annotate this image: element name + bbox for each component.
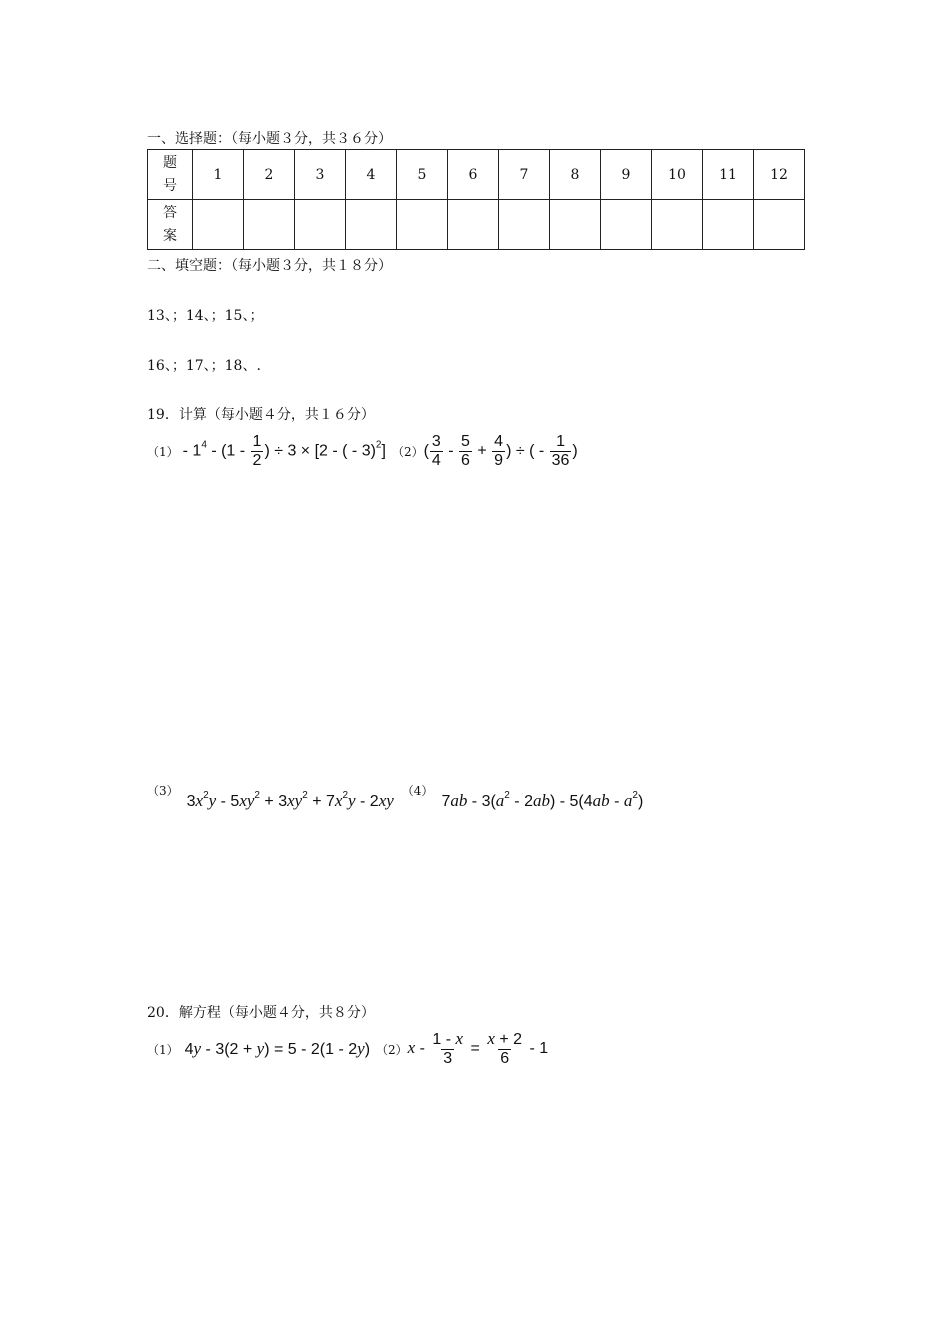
question-number-cell: 9 [601,150,652,200]
problem-19-3-4 [147,782,643,816]
table-row-answers [148,200,805,250]
section-3-heading: 19．计算（每小题４分，共１６分） [147,407,375,423]
row-header-char: 号 [163,177,177,194]
answer-cell[interactable] [754,200,805,250]
problem-20 [147,1024,548,1074]
question-number-cell: 12 [754,150,805,200]
question-number-cell: 1 [193,150,244,200]
row-header-char: 题 [163,154,177,171]
question-number-cell: 4 [346,150,397,200]
answer-cell[interactable] [193,200,244,250]
problem-label: （1） [147,1042,179,1057]
answer-cell[interactable] [295,200,346,250]
answer-cell[interactable] [244,200,295,250]
answer-cell[interactable] [397,200,448,250]
problem-19-1 [147,426,578,476]
equation-20-1: 4y - 3(2 + y) = 5 - 2(1 - 2y) [184,1039,371,1058]
question-number-cell: 7 [499,150,550,200]
question-number-cell: 3 [295,150,346,200]
question-number-cell: 6 [448,150,499,200]
question-number-cell: 5 [397,150,448,200]
answer-table [147,149,805,250]
expression-19-2: ( $\frac{3}{4}$ - $\frac{5}{6}$ + $\frac{4}{9}$ ) ÷ ( - $\frac{1}{36}$ ) [423,432,578,469]
expression-19-4: $7ab - 3(a^2 - 2ab) - 5(4ab - a^2)$ [441,790,644,810]
answer-cell[interactable] [346,200,397,250]
problem-label: （4） [401,784,434,798]
row-header-number [148,150,193,200]
problem-label: （2） [391,444,424,459]
problem-label: （3） [147,784,179,798]
row-header-char: 案 [163,227,177,244]
equation-20-2: x - $\frac{1 - x}{3}$ = $\frac{x + 2}{6}$ - 1 [407,1029,549,1067]
answer-cell[interactable] [499,200,550,250]
table-row-numbers [148,150,805,200]
answer-cell[interactable] [652,200,703,250]
section-4-heading: 20．解方程（每小题４分，共８分） [147,1005,375,1021]
problem-label: （2） [376,1042,408,1057]
answer-cell[interactable] [703,200,754,250]
question-number-cell: 11 [703,150,754,200]
problem-label: （1） [147,444,179,459]
expression-19-3: $3x^2y - 5xy^2 + 3xy^2 + 7x^2y - 2xy$ [186,790,394,810]
answer-cell[interactable] [601,200,652,250]
row-header-answer [148,200,193,250]
fill-blank-line-2: 16、；17、；18、. [147,358,261,374]
section-2-heading: 二、填空题：（每小题３分，共１８分） [147,258,392,274]
question-number-cell: 2 [244,150,295,200]
question-number-cell: 10 [652,150,703,200]
section-1-heading: 一、选择题：（每小题３分，共３６分） [147,131,392,147]
answer-cell[interactable] [448,200,499,250]
question-number-cell: 8 [550,150,601,200]
expression-19-1: - $1^4 - (1$ - $\frac{1}{2}$ ) ÷ 3 × [2 - ( - 3)$^2$] [182,432,386,469]
row-header-char: 答 [163,204,177,221]
answer-cell[interactable] [550,200,601,250]
fill-blank-line-1: 13、；14、；15、； [147,308,264,324]
